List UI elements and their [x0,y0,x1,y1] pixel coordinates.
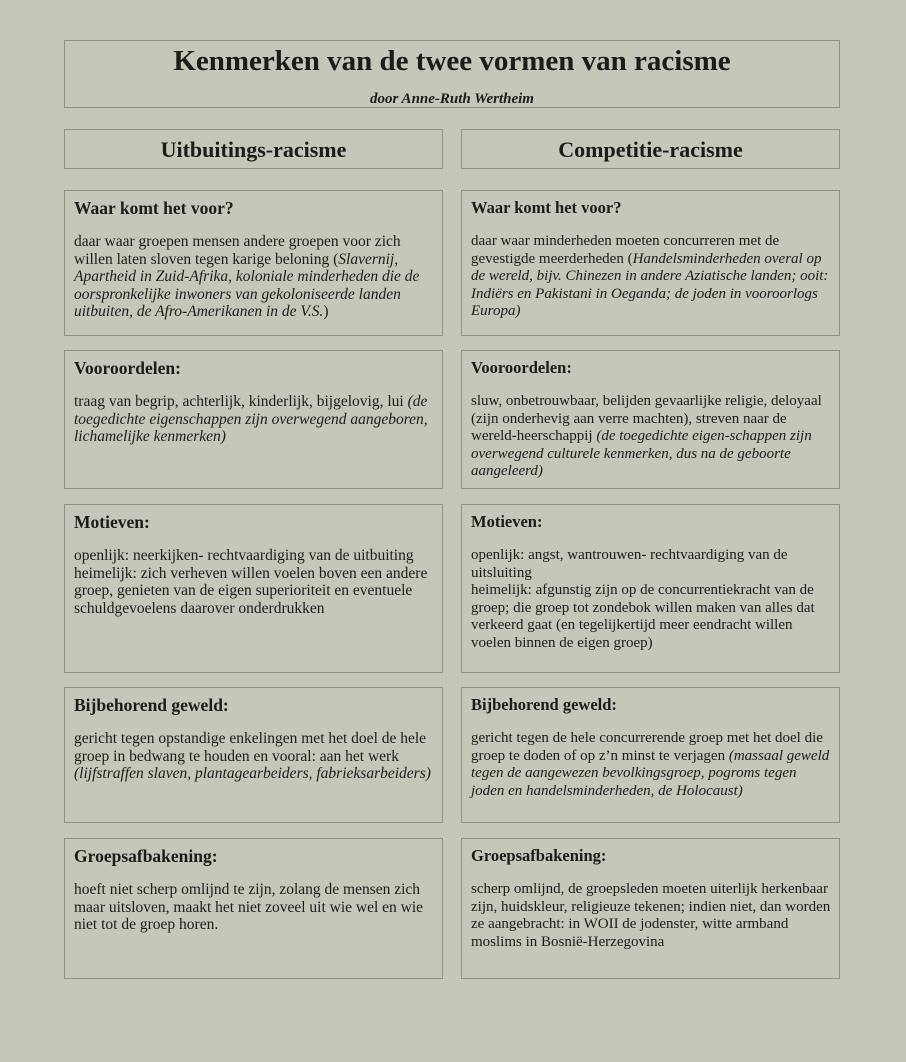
cell-violence-competition [461,687,840,823]
cell-text: daar waar minderheden moeten concurreren met de gevestigde meerderheden (Handelsminderheden overal op de wereld, bijv. Chinezen in andere Aziatische landen; ooit: Indiërs en Pakistani in Oeganda; de joden in vooroorlogs Europa) [471,233,829,319]
cell-label: Vooroordelen: [74,358,181,378]
cell-text: gericht tegen de hele concurrerende groep met het doel die groep te doden of op z’n minst te verjagen (massaal geweld tegen de aangewezen bevolkingsgroep, pogroms tegen joden en handelsminderheden, de Holocaust) [471,730,830,799]
cell-label: Groepsafbakening: [74,846,218,866]
cell-text: hoeft niet scherp omlijnd te zijn, zolang de mensen zich maar uitsloven, maakt het niet zoveel uit wie wel en wie niet tot de groep horen. [74,881,424,933]
cell-label: Waar komt het voor? [74,198,234,218]
cell-boundary-exploitation [64,838,443,979]
cell-text: openlijk: neerkijken- rechtvaardiging van de uitbuiting heimelijk: zich verheven willen voelen boven een andere groep, genieten van de eigen superioriteit en eventuele schuldgevoelens daarover onderdrukken [74,547,428,617]
page-title: Kenmerken van de twee vormen van racisme [173,45,731,77]
column-header-exploitation: Uitbuitings-racisme [64,129,443,169]
cell-text: daar waar groepen mensen andere groepen voor zich willen laten sloven tegen karige beloning (Slavernij, Apartheid in Zuid-Afrika, koloniale minderheden die de oorspronkelijke inwoners van gekoloniseerde landen uitbuiten, de Afro-Amerikanen in de V.S.) [74,233,420,320]
column-header-competition: Competitie-racisme [461,129,840,169]
cell-violence-exploitation [64,687,443,823]
cell-text: scherp omlijnd, de groepsleden moeten uiterlijk herkenbaar zijn, huidskleur, religieuze tekenen; indien niet, dan worden ze aangebracht: in WOII de jodenster, witte armband moslims in Bosnië-Herzegovina [471,881,831,950]
cell-text: openlijk: angst, wantrouwen- rechtvaardiging van de uitsluiting heimelijk: afgunstig zijn op de concurrentiekracht van de groep; die groep tot zondebok willen maken van alles dat verkeerd gaat (en tegelijkertijd meer eendracht willen voelen binnen de eigen groep) [471,547,815,651]
cell-text: gericht tegen opstandige enkelingen met het doel de hele groep in bedwang te houden en vooral: aan het werk (lijfstraffen slaven, plantagearbeiders, fabrieksarbeiders) [74,730,431,782]
title-box [64,40,840,108]
cell-boundary-competition [461,838,840,979]
cell-motives-competition [461,504,840,673]
cell-label: Bijbehorend geweld: [471,695,617,714]
cell-label: Waar komt het voor? [471,198,622,217]
cell-where-competition [461,190,840,336]
cell-label: Motieven: [74,512,150,532]
cell-prejudices-competition [461,350,840,489]
cell-text: sluw, onbetrouwbaar, belijden gevaarlijke religie, deloyaal (zijn onderhevig aan verre machten), streven naar de wereld-heerschappij (de toegedichte eigen-schappen zijn overwegend culturele kenmerken, dus na de geboorte aangeleerd) [471,393,822,479]
cell-label: Motieven: [471,512,543,531]
author-line: door Anne-Ruth Wertheim [370,91,534,107]
cell-label: Bijbehorend geweld: [74,695,229,715]
cell-motives-exploitation [64,504,443,673]
cell-label: Groepsafbakening: [471,846,607,865]
cell-prejudices-exploitation [64,350,443,489]
cell-text: traag van begrip, achterlijk, kinderlijk, bijgelovig, lui (de toegedichte eigenschappen zijn overwegend aangeboren, lichamelijke kenmerken) [74,393,428,445]
cell-where-exploitation [64,190,443,336]
cell-label: Vooroordelen: [471,358,572,377]
